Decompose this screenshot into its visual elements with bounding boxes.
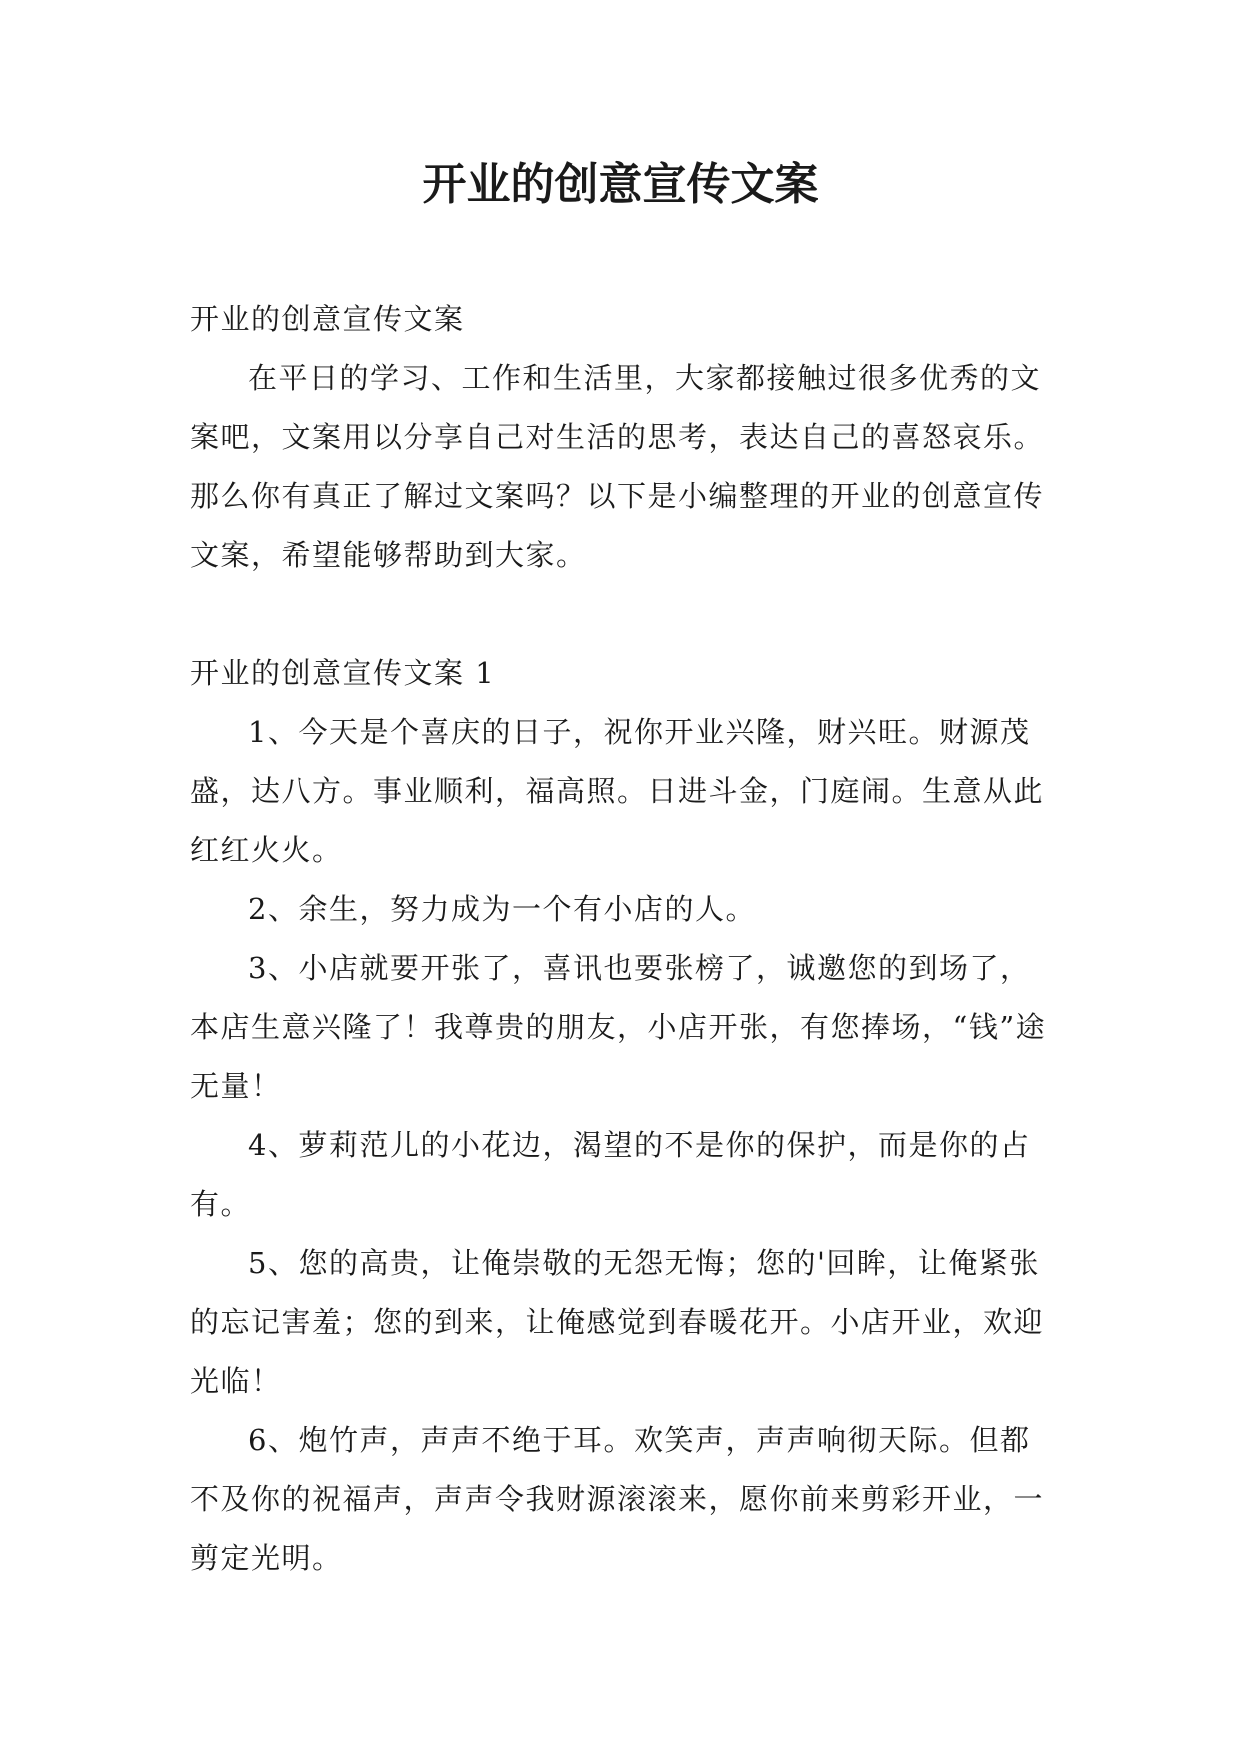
intro-paragraph: 在平日的学习、工作和生活里，大家都接触过很多优秀的文案吧，文案用以分享自己对生活的思考，表达自己的喜怒哀乐。那么你有真正了解过文案吗？以下是小编整理的开业的创意宣传文案，希望能够帮助到大家。: [190, 361, 1045, 572]
intro-heading: 开业的创意宣传文案: [190, 302, 465, 336]
list-item: 3、小店就要开张了，喜讯也要张榜了，诚邀您的到场了，本店生意兴隆了！我尊贵的朋友，小店开张，有您捧场，“钱”途无量！: [190, 951, 1047, 1103]
list-item: 2、余生，努力成为一个有小店的人。: [248, 892, 756, 926]
document-title: 开业的创意宣传文案: [422, 159, 819, 210]
document-body: [190, 290, 1052, 1588]
paragraph-spacer: [190, 585, 1052, 644]
list-item: 1、今天是个喜庆的日子，祝你开业兴隆，财兴旺。财源茂盛，达八方。事业顺利，福高照。日进斗金，门庭闹。生意从此红红火火。: [190, 715, 1045, 867]
section-heading: 开业的创意宣传文案 1: [190, 656, 496, 690]
list-item: 5、您的高贵，让俺崇敬的无怨无悔；您的'回眸，让俺紧张的忘记害羞；您的到来，让俺感觉到春暖花开。小店开业，欢迎光临！: [190, 1246, 1045, 1398]
list-item: 6、炮竹声，声声不绝于耳。欢笑声，声声响彻天际。但都不及你的祝福声，声声令我财源滚滚来，愿你前来剪彩开业，一剪定光明。: [190, 1423, 1045, 1575]
list-item: 4、萝莉范儿的小花边，渴望的不是你的保护，而是你的占有。: [190, 1128, 1031, 1221]
